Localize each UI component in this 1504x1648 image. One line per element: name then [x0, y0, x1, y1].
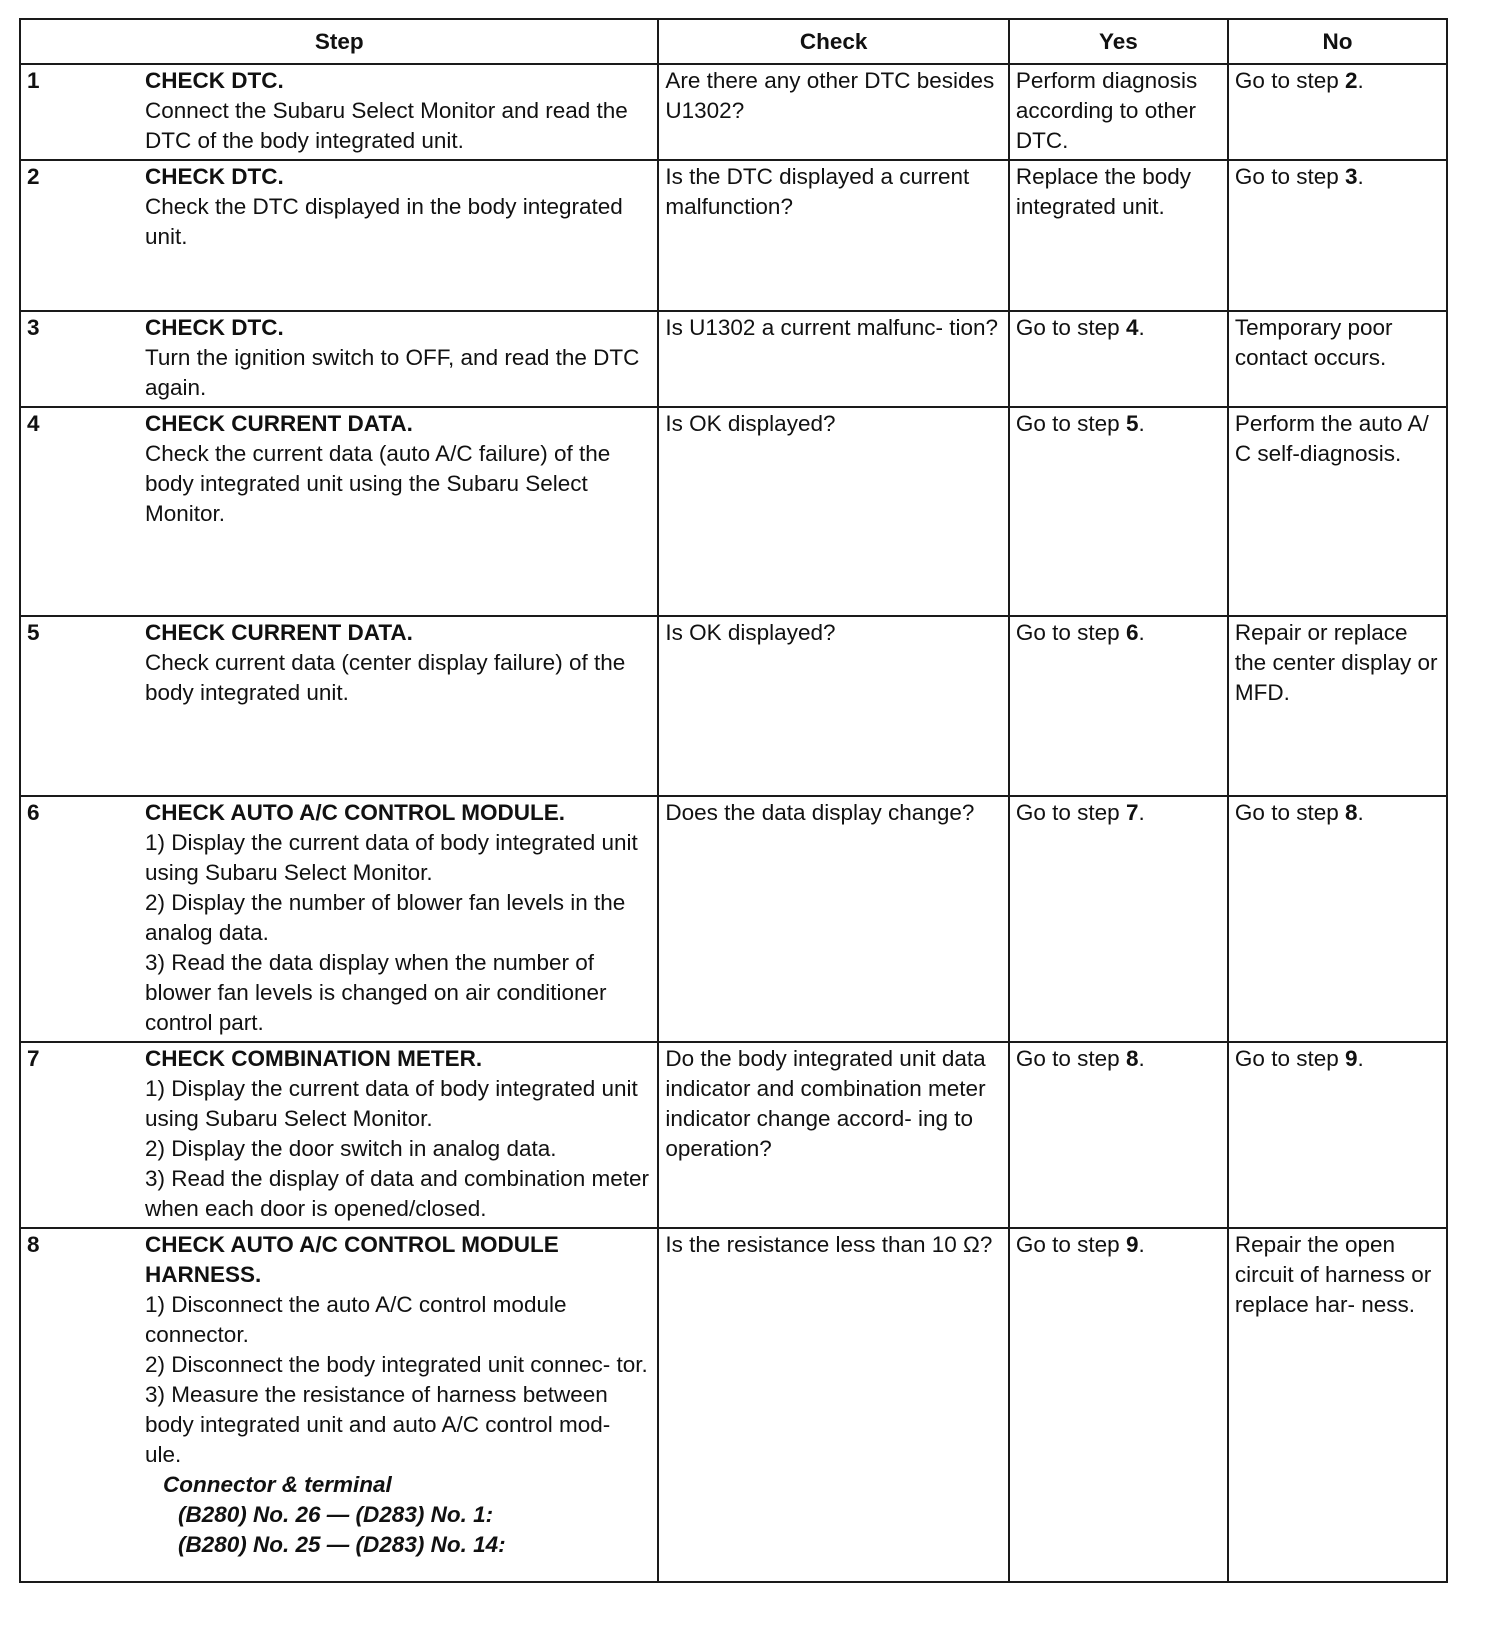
- step-title: CHECK CURRENT DATA.: [145, 620, 413, 645]
- table-row: [20, 311, 1447, 407]
- no-cell: [1228, 160, 1447, 311]
- yes-step-ref: 7: [1125, 800, 1139, 825]
- step-instruction: Turn the ignition switch to OFF, and read the DTC again.: [145, 345, 640, 400]
- step-instruction: Check the current data (auto A/C failure) of the body integrated unit using the Subaru Select Monitor.: [145, 441, 611, 526]
- check-cell: Are there any other DTC besides U1302?: [658, 64, 1008, 160]
- yes-suffix: .: [1138, 800, 1145, 825]
- yes-suffix: .: [1138, 315, 1145, 340]
- header-no: No: [1228, 19, 1447, 64]
- step-substep: 2) Disconnect the body integrated unit connec- tor.: [145, 1352, 648, 1377]
- no-cell: Temporary poor contact occurs.: [1228, 311, 1447, 407]
- step-substep: 2) Display the door switch in analog data.: [145, 1136, 557, 1161]
- no-step-ref: 2: [1344, 68, 1358, 93]
- yes-cell: Perform diagnosis according to other DTC.: [1009, 64, 1228, 160]
- yes-step-ref: 9: [1125, 1232, 1139, 1257]
- step-number: 4: [27, 411, 40, 436]
- no-step-ref: 9: [1344, 1046, 1358, 1071]
- yes-cell: Replace the body integrated unit.: [1009, 160, 1228, 311]
- step-title: CHECK DTC.: [145, 68, 284, 93]
- step-substep: 1) Display the current data of body integrated unit using Subaru Select Monitor.: [145, 830, 638, 885]
- yes-cell: [1009, 796, 1228, 1042]
- table-row: [20, 160, 1447, 311]
- table-row: [20, 1042, 1447, 1228]
- table-row: [20, 1228, 1447, 1582]
- yes-prefix: Go to step: [1015, 315, 1126, 340]
- yes-suffix: .: [1138, 1232, 1145, 1257]
- yes-prefix: Go to step: [1015, 800, 1126, 825]
- yes-suffix: .: [1138, 620, 1145, 645]
- step-title: CHECK CURRENT DATA.: [145, 411, 413, 436]
- no-prefix: Go to step: [1234, 68, 1345, 93]
- yes-prefix: Go to step: [1015, 1046, 1126, 1071]
- no-cell: [1228, 1042, 1447, 1228]
- yes-step-ref: 5: [1125, 411, 1139, 436]
- check-cell: Do the body integrated unit data indicator and combination meter indicator change accord- ing to operation?: [658, 1042, 1008, 1228]
- step-cell: [20, 616, 658, 796]
- step-number: 6: [27, 800, 40, 825]
- header-step: Step: [20, 19, 658, 64]
- no-suffix: .: [1357, 800, 1364, 825]
- step-substep: 3) Measure the resistance of harness between body integrated unit and auto A/C control mod- ule.: [145, 1382, 611, 1467]
- yes-suffix: .: [1138, 411, 1145, 436]
- check-cell: Is OK displayed?: [658, 616, 1008, 796]
- step-number: 2: [27, 164, 40, 189]
- yes-suffix: .: [1138, 1046, 1145, 1071]
- step-title: CHECK DTC.: [145, 164, 284, 189]
- connector-terminal-line: (B280) No. 25 — (D283) No. 14:: [178, 1532, 506, 1557]
- step-title: CHECK AUTO A/C CONTROL MODULE HARNESS.: [145, 1232, 559, 1287]
- step-title: CHECK COMBINATION METER.: [145, 1046, 483, 1071]
- step-instruction: Connect the Subaru Select Monitor and read the DTC of the body integrated unit.: [145, 98, 628, 153]
- no-step-ref: 3: [1344, 164, 1358, 189]
- no-suffix: .: [1357, 164, 1364, 189]
- step-cell: [20, 311, 658, 407]
- yes-step-ref: 4: [1125, 315, 1139, 340]
- step-cell: [20, 407, 658, 616]
- yes-cell: [1009, 1228, 1228, 1582]
- yes-step-ref: 6: [1125, 620, 1139, 645]
- step-number: 5: [27, 620, 40, 645]
- no-prefix: Go to step: [1234, 164, 1345, 189]
- step-number: 8: [27, 1232, 40, 1257]
- step-cell: [20, 1228, 658, 1582]
- check-cell: Is OK displayed?: [658, 407, 1008, 616]
- step-cell: [20, 160, 658, 311]
- header-row: [20, 19, 1447, 64]
- table-row: [20, 407, 1447, 616]
- yes-prefix: Go to step: [1015, 1232, 1126, 1257]
- no-suffix: .: [1357, 68, 1364, 93]
- check-cell: Is U1302 a current malfunc- tion?: [658, 311, 1008, 407]
- step-substep: 3) Read the data display when the number of blower fan levels is changed on air conditioner control part.: [145, 950, 607, 1035]
- no-cell: Repair or replace the center display or MFD.: [1228, 616, 1447, 796]
- step-substep: 2) Display the number of blower fan levels in the analog data.: [145, 890, 626, 945]
- step-cell: [20, 64, 658, 160]
- step-instruction: Check the DTC displayed in the body integrated unit.: [145, 194, 623, 249]
- yes-prefix: Go to step: [1015, 411, 1126, 436]
- step-title: CHECK DTC.: [145, 315, 284, 340]
- yes-cell: [1009, 1042, 1228, 1228]
- no-suffix: .: [1357, 1046, 1364, 1071]
- no-cell: Perform the auto A/ C self-diagnosis.: [1228, 407, 1447, 616]
- step-cell: [20, 796, 658, 1042]
- connector-terminal-heading: Connector & terminal: [163, 1472, 392, 1497]
- step-number: 3: [27, 315, 40, 340]
- no-prefix: Go to step: [1234, 800, 1345, 825]
- step-cell: [20, 1042, 658, 1228]
- no-cell: [1228, 64, 1447, 160]
- step-instruction: Check current data (center display failure) of the body integrated unit.: [145, 650, 626, 705]
- step-substep: 1) Disconnect the auto A/C control module connector.: [145, 1292, 567, 1347]
- diagnostic-table: [19, 18, 1448, 1583]
- yes-step-ref: 8: [1125, 1046, 1139, 1071]
- check-cell: Is the DTC displayed a current malfunction?: [658, 160, 1008, 311]
- check-cell: Does the data display change?: [658, 796, 1008, 1042]
- no-cell: Repair the open circuit of harness or replace har- ness.: [1228, 1228, 1447, 1582]
- table-row: [20, 64, 1447, 160]
- step-substep: 1) Display the current data of body integrated unit using Subaru Select Monitor.: [145, 1076, 638, 1131]
- no-step-ref: 8: [1344, 800, 1358, 825]
- yes-cell: [1009, 616, 1228, 796]
- yes-cell: [1009, 407, 1228, 616]
- yes-cell: [1009, 311, 1228, 407]
- no-cell: [1228, 796, 1447, 1042]
- table-row: [20, 796, 1447, 1042]
- step-number: 1: [27, 68, 40, 93]
- check-cell: Is the resistance less than 10 Ω?: [658, 1228, 1008, 1582]
- no-prefix: Go to step: [1234, 1046, 1345, 1071]
- step-substep: 3) Read the display of data and combination meter when each door is opened/closed.: [145, 1166, 650, 1221]
- step-number: 7: [27, 1046, 40, 1071]
- header-yes: Yes: [1009, 19, 1228, 64]
- connector-terminal-line: (B280) No. 26 — (D283) No. 1:: [178, 1502, 494, 1527]
- yes-prefix: Go to step: [1015, 620, 1126, 645]
- step-title: CHECK AUTO A/C CONTROL MODULE.: [145, 800, 565, 825]
- table-row: [20, 616, 1447, 796]
- header-check: Check: [658, 19, 1008, 64]
